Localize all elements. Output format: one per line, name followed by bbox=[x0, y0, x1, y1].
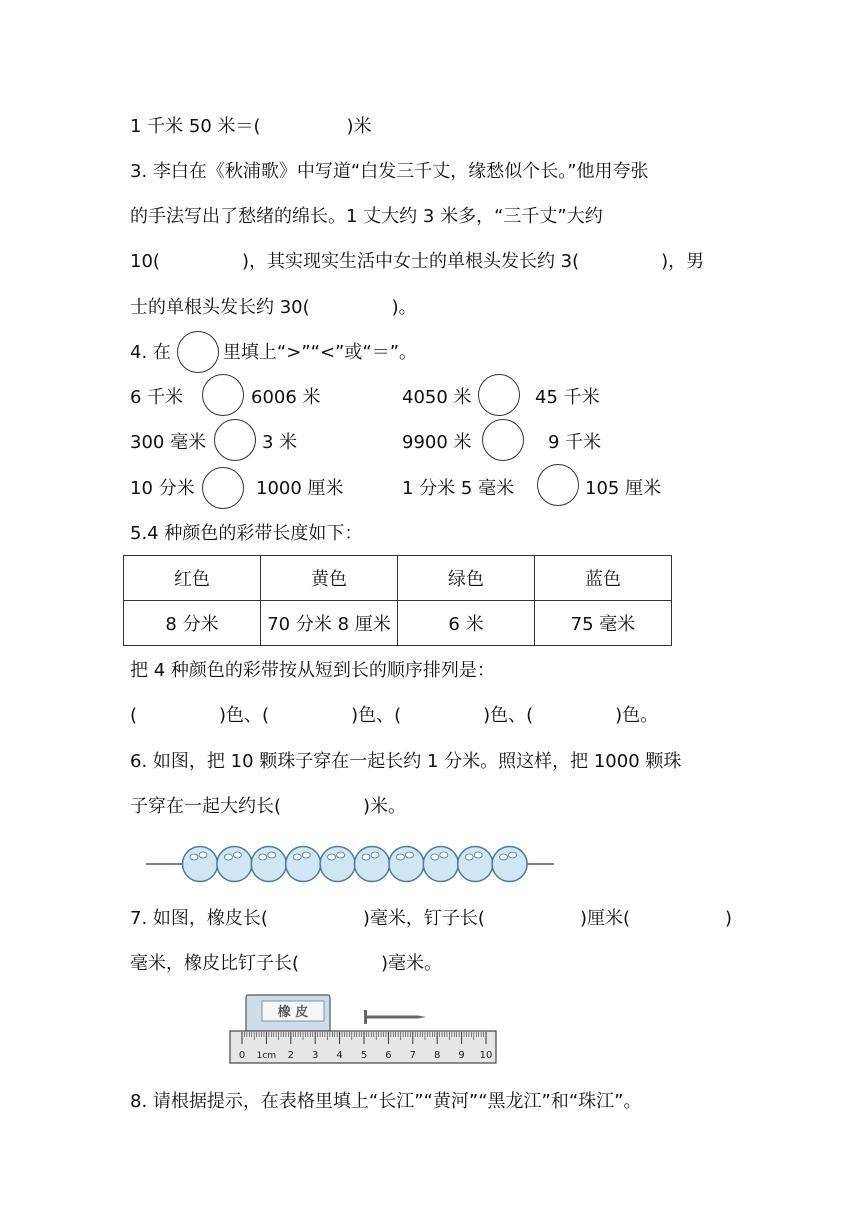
table-header-cell: 绿色 bbox=[398, 556, 535, 601]
bead-highlight bbox=[500, 854, 508, 860]
q3-line-4: 士的单根头发长约 30( )。 bbox=[130, 297, 417, 318]
ruler-label: 7 bbox=[409, 1050, 416, 1061]
q6-line-1: 6. 如图，把 10 颗珠子穿在一起长约 1 分米。照这样，把 1000 颗珠 bbox=[130, 751, 682, 772]
q4-intro: 4. 在 里填上“>”“<”或“＝”。 bbox=[130, 342, 418, 363]
q4-item-right: 1000 厘米 bbox=[256, 478, 344, 499]
compare-circle[interactable] bbox=[482, 419, 524, 461]
ruler-label: 3 bbox=[312, 1050, 319, 1061]
bead-highlight bbox=[465, 854, 473, 860]
bead bbox=[389, 847, 424, 882]
bead-highlight bbox=[233, 852, 241, 858]
q5-sort-prompt: 把 4 种颜色的彩带按从短到长的顺序排列是： bbox=[130, 660, 495, 681]
q7-line-1: 7. 如图，橡皮长( )毫米，钉子长( )厘米( ) bbox=[130, 908, 732, 929]
bead-highlight bbox=[293, 854, 301, 860]
bead bbox=[286, 847, 321, 882]
ruler-label: 8 bbox=[434, 1050, 441, 1061]
q6-line-2: 子穿在一起大约长( )米。 bbox=[130, 796, 407, 817]
q3-line-3: 10( )，其实现实生活中女士的单根头发长约 3( )，男 bbox=[130, 251, 705, 272]
bead bbox=[355, 847, 390, 882]
ruler-figure bbox=[228, 993, 500, 1067]
bead-highlight bbox=[474, 852, 482, 858]
bead-highlight bbox=[440, 852, 448, 858]
q8-line-1: 8. 请根据提示，在表格里填上“长江”“黄河”“黑龙江”和“珠江”。 bbox=[130, 1091, 642, 1112]
answer-circle-example bbox=[177, 331, 219, 373]
q3-line-1: 3. 李白在《秋浦歌》中写道“白发三千丈，缘愁似个长。”他用夸张 bbox=[130, 161, 649, 182]
bead-highlight bbox=[224, 854, 232, 860]
ruler-label: 0 bbox=[238, 1050, 246, 1061]
ruler-label: 2 bbox=[287, 1050, 294, 1061]
compare-circle[interactable] bbox=[478, 374, 520, 416]
nail-head bbox=[364, 1010, 367, 1024]
q5-answer-line: ( )色、( )色、( )色、( )色。 bbox=[130, 705, 659, 726]
conversion-line: 1 千米 50 米＝( )米 bbox=[130, 116, 372, 137]
bead-highlight bbox=[268, 852, 276, 858]
q4-item-left: 1 分米 5 毫米 bbox=[402, 478, 515, 499]
bead-highlight bbox=[371, 852, 379, 858]
table-header-cell: 红色 bbox=[124, 556, 261, 601]
q4-item-right: 105 厘米 bbox=[585, 478, 662, 499]
nail-tip bbox=[418, 1016, 426, 1019]
table-cell: 70 分米 8 厘米 bbox=[261, 601, 398, 646]
ruler-label: 5 bbox=[360, 1050, 368, 1061]
ruler-label: 6 bbox=[385, 1050, 392, 1061]
bead-highlight bbox=[431, 854, 439, 860]
bead-highlight bbox=[405, 852, 413, 858]
table-header-row bbox=[124, 556, 672, 601]
bead bbox=[423, 847, 458, 882]
compare-circle[interactable] bbox=[202, 467, 244, 509]
q3-line-2: 的手法写出了愁绪的绵长。1 丈大约 3 米多，“三千丈”大约 bbox=[130, 206, 603, 227]
bead bbox=[217, 847, 252, 882]
table-header-cell: 黄色 bbox=[261, 556, 398, 601]
ruler-label: 10 bbox=[479, 1050, 493, 1061]
bead bbox=[458, 847, 493, 882]
eraser-label: 橡 皮 bbox=[277, 1005, 309, 1020]
table-cell: 75 毫米 bbox=[535, 601, 672, 646]
bead bbox=[492, 847, 527, 882]
table-cell: 8 分米 bbox=[124, 601, 261, 646]
q4-item-left: 4050 米 bbox=[402, 387, 472, 408]
table-row bbox=[124, 601, 672, 646]
q4-item-left: 10 分米 bbox=[130, 478, 195, 499]
bead-highlight bbox=[509, 852, 517, 858]
q5-intro: 5.4 种颜色的彩带长度如下： bbox=[130, 523, 363, 544]
ruler-label: 4 bbox=[336, 1050, 343, 1061]
q4-item-right: 3 米 bbox=[262, 432, 298, 453]
compare-circle[interactable] bbox=[537, 464, 579, 506]
ruler-label: 1cm bbox=[256, 1051, 277, 1061]
table-cell: 6 米 bbox=[398, 601, 535, 646]
beads-figure bbox=[146, 842, 556, 886]
q4-item-right: 45 千米 bbox=[535, 387, 600, 408]
bead-highlight bbox=[362, 854, 370, 860]
compare-circle[interactable] bbox=[202, 374, 244, 416]
q4-item-left: 9900 米 bbox=[402, 432, 472, 453]
bead-highlight bbox=[328, 854, 336, 860]
bead-highlight bbox=[190, 854, 198, 860]
q4-item-left: 6 千米 bbox=[130, 387, 184, 408]
bead bbox=[183, 847, 218, 882]
bead bbox=[320, 847, 355, 882]
q4-item-right: 9 千米 bbox=[548, 432, 602, 453]
bead bbox=[251, 847, 286, 882]
bead-highlight bbox=[396, 854, 404, 860]
compare-circle[interactable] bbox=[214, 419, 256, 461]
ribbon-length-table bbox=[123, 555, 672, 646]
ruler-label: 9 bbox=[458, 1050, 465, 1061]
bead-highlight bbox=[259, 854, 267, 860]
table-header-cell: 蓝色 bbox=[535, 556, 672, 601]
bead-highlight bbox=[337, 852, 345, 858]
q7-line-2: 毫米，橡皮比钉子长( )毫米。 bbox=[130, 953, 443, 974]
bead-highlight bbox=[199, 852, 207, 858]
q4-item-right: 6006 米 bbox=[251, 387, 321, 408]
q4-item-left: 300 毫米 bbox=[130, 432, 207, 453]
bead-highlight bbox=[302, 852, 310, 858]
